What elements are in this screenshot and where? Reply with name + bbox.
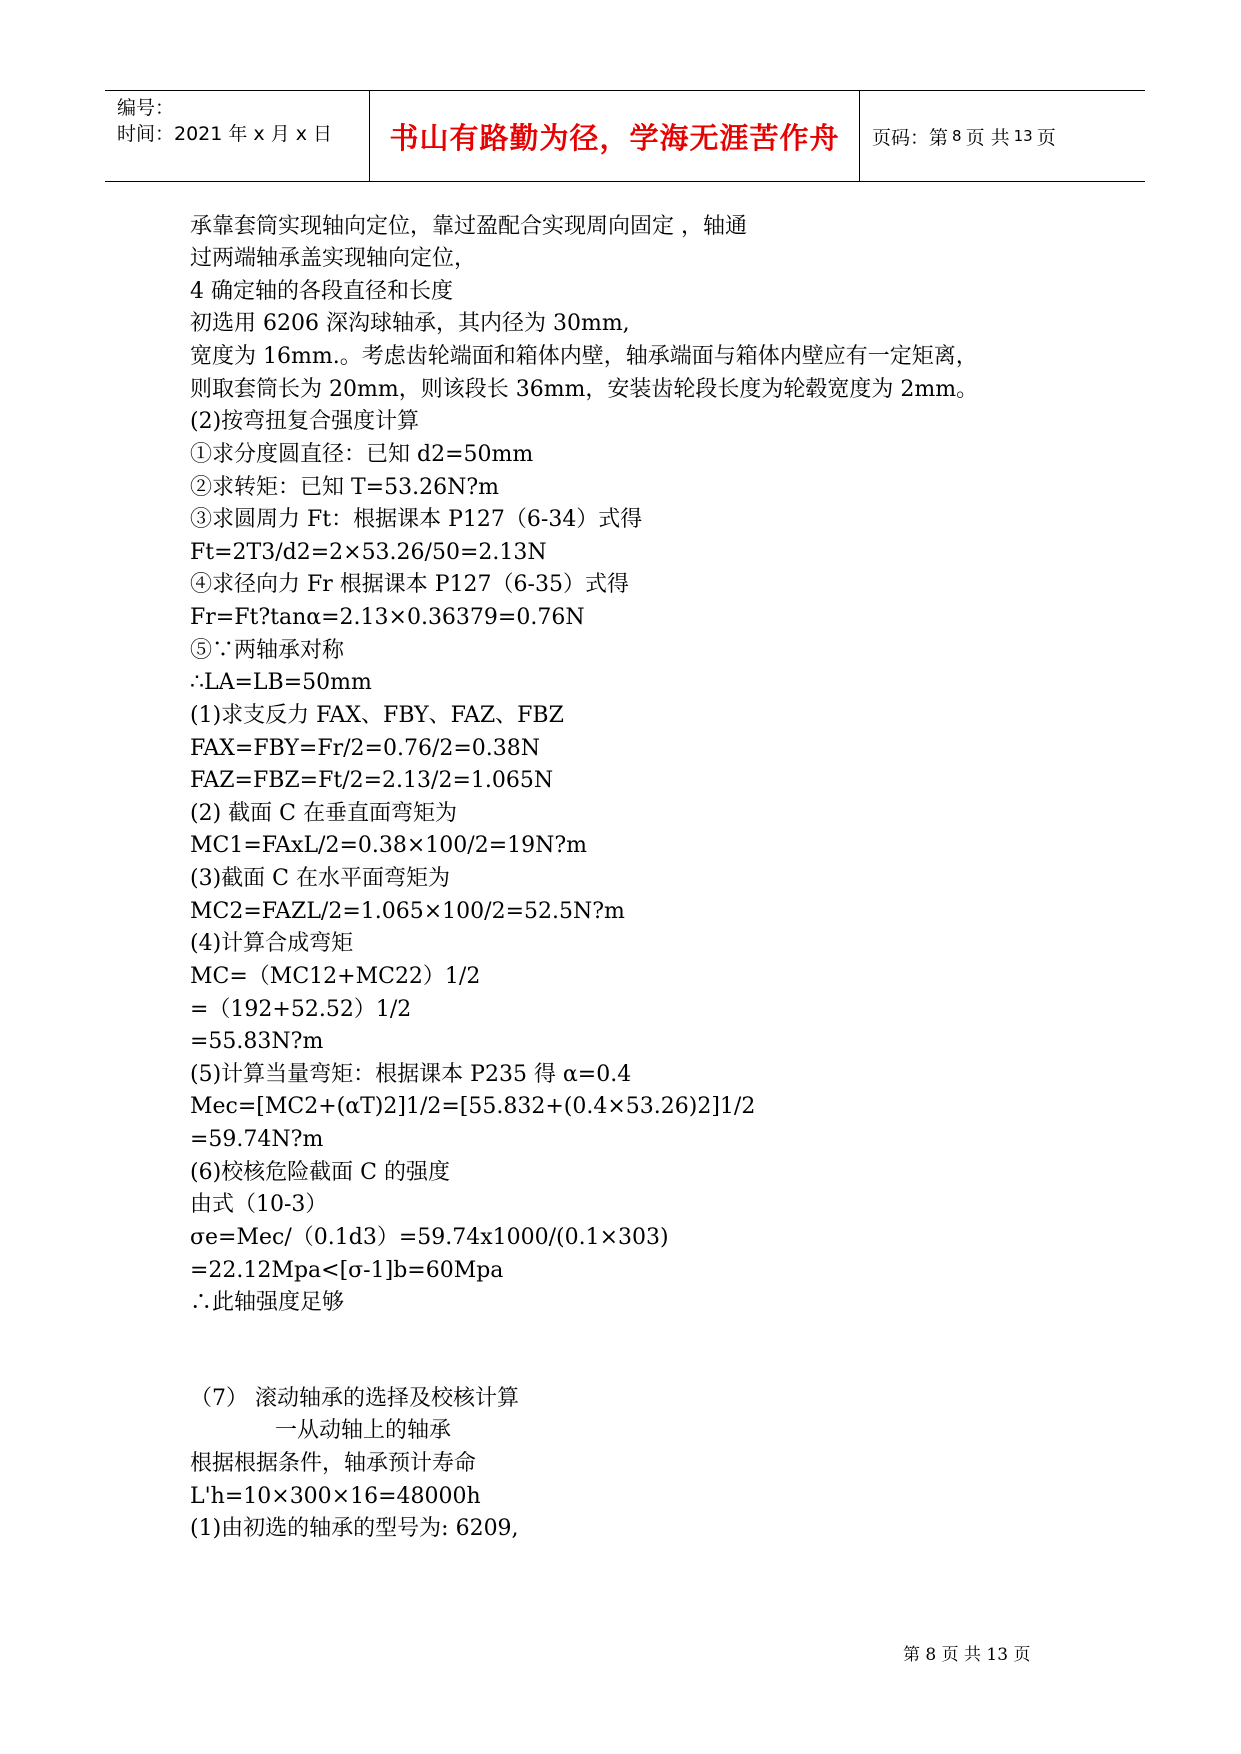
text-line: Mec=[MC2+(αT)2]1/2=[55.832+(0.4×53.26)2]1/2 [190, 1094, 756, 1119]
section-heading: （7） 滚动轴承的选择及校核计算 [190, 1386, 519, 1411]
text-line: ①求分度圆直径：已知 d2=50mm [190, 442, 534, 467]
text-line: MC2=FAZL/2=1.065×100/2=52.5N?m [190, 899, 625, 924]
page-label: 页码：第 [872, 126, 949, 149]
text-line: =59.74N?m [190, 1127, 324, 1152]
time-label: 时间：2021 年 x 月 x 日 [117, 123, 333, 145]
text-line: (5)计算当量弯矩：根据课本 P235 得 α=0.4 [190, 1062, 632, 1087]
text-line: Fr=Ft?tanα=2.13×0.36379=0.76N [190, 605, 585, 630]
header-info-cell [105, 91, 370, 181]
page-number: 8 [952, 127, 962, 145]
text-line: ④求径向力 Fr 根据课本 P127（6-35）式得 [190, 572, 629, 597]
text-line: 4 确定轴的各段直径和长度 [190, 279, 453, 304]
text-line: =22.12Mpa<[σ-1]b=60Mpa [190, 1258, 504, 1283]
text-line: 由式（10-3） [190, 1192, 328, 1217]
text-line: ∴LA=LB=50mm [190, 670, 372, 695]
text-line: 宽度为 16mm.。考虑齿轮端面和箱体内壁，轴承端面与箱体内壁应有一定矩离， [190, 344, 978, 369]
text-line: L'h=10×300×16=48000h [190, 1484, 481, 1509]
text-line: Ft=2T3/d2=2×53.26/50=2.13N [190, 540, 547, 565]
page-footer: 第 8 页 共 13 页 [903, 1645, 1031, 1665]
text-line: MC1=FAxL/2=0.38×100/2=19N?m [190, 833, 588, 858]
text-line: (3)截面 C 在水平面弯矩为 [190, 866, 450, 891]
text-line: ③求圆周力 Ft：根据课本 P127（6-34）式得 [190, 507, 643, 532]
motto-text: 书山有路勤为径，学海无涯苦作舟 [389, 120, 840, 155]
text-line: 承靠套筒实现轴向定位，靠过盈配合实现周向固定 ，轴通 [190, 214, 747, 239]
text-line: MC=（MC12+MC22）1/2 [190, 964, 481, 989]
text-line: (4)计算合成弯矩 [190, 931, 354, 956]
text-line: (2) 截面 C 在垂直面弯矩为 [190, 801, 457, 826]
text-line: (1)由初选的轴承的型号为: 6209, [190, 1516, 519, 1541]
text-line: FAZ=FBZ=Ft/2=2.13/2=1.065N [190, 768, 554, 793]
serial-label: 编号： [117, 97, 175, 119]
text-line: =（192+52.52）1/2 [190, 997, 412, 1022]
text-line: σe=Mec/（0.1d3）=59.74x1000/(0.1×303) [190, 1225, 669, 1250]
subsection-heading: 一从动轴上的轴承 [275, 1418, 452, 1443]
header-motto-cell [370, 91, 860, 181]
text-line: (6)校核危险截面 C 的强度 [190, 1160, 450, 1185]
text-line: ∴此轴强度足够 [190, 1290, 345, 1315]
text-line: FAX=FBY=Fr/2=0.76/2=0.38N [190, 736, 541, 761]
text-line: 则取套筒长为 20mm，则该段长 36mm，安装齿轮段长度为轮毂宽度为 2mm。 [190, 377, 979, 402]
text-line: =55.83N?m [190, 1029, 324, 1054]
page-total: 13 [1013, 127, 1033, 145]
text-line: 初选用 6206 深沟球轴承，其内径为 30mm, [190, 311, 630, 336]
page-header [105, 90, 1145, 182]
text-line: (1)求支反力 FAX、FBY、FAZ、FBZ [190, 703, 564, 728]
header-page-cell [860, 91, 1145, 181]
text-line: 过两端轴承盖实现轴向定位， [190, 246, 477, 271]
text-line: (2)按弯扭复合强度计算 [190, 409, 420, 434]
text-line: 根据根据条件，轴承预计寿命 [190, 1451, 477, 1476]
text-line: ⑤∵两轴承对称 [190, 638, 345, 663]
page-mid-label: 页 共 [965, 126, 1010, 149]
page-end-label: 页 [1036, 126, 1056, 149]
text-line: ②求转矩：已知 T=53.26N?m [190, 475, 499, 500]
